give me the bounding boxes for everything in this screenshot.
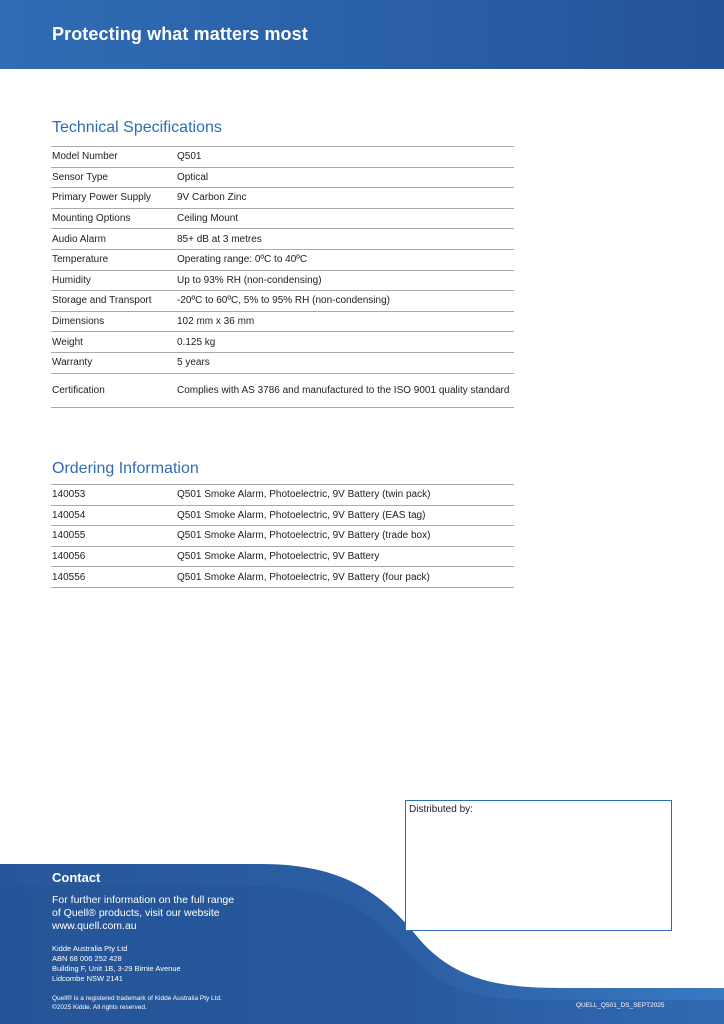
order-row (51, 546, 514, 567)
order-code: 140556 (51, 567, 176, 588)
order-row (51, 485, 514, 506)
spec-label: Storage and Transport (51, 291, 176, 312)
contact-line: of Quell® products, visit our website (52, 907, 220, 919)
spec-row (51, 147, 514, 168)
ordering-information-title: Ordering Information (52, 460, 199, 477)
spec-row (51, 311, 514, 332)
spec-value: 9V Carbon Zinc (176, 188, 514, 209)
technical-specifications-title: Technical Specifications (52, 119, 222, 136)
website-link[interactable]: www.quell.com.au (52, 920, 137, 932)
order-code: 140055 (51, 526, 176, 547)
legal-notice (52, 994, 222, 1012)
spec-label: Mounting Options (51, 208, 176, 229)
spec-label: Humidity (51, 270, 176, 291)
company-line: Building F, Unit 1B, 3-29 Birnie Avenue (52, 964, 181, 973)
spec-label: Temperature (51, 249, 176, 270)
spec-value: Up to 93% RH (non-condensing) (176, 270, 514, 291)
order-description: Q501 Smoke Alarm, Photoelectric, 9V Battery (176, 546, 514, 567)
spec-value: Ceiling Mount (176, 208, 514, 229)
page-header (0, 0, 724, 69)
distributor-box (405, 800, 672, 931)
contact-heading: Contact (52, 870, 101, 885)
spec-label: Audio Alarm (51, 229, 176, 250)
ordering-information-table (51, 484, 514, 588)
spec-row (51, 249, 514, 270)
document-code: QUELL_Q501_DS_SEPT2025 (576, 1002, 665, 1009)
order-row (51, 567, 514, 588)
order-row (51, 505, 514, 526)
spec-value: Operating range: 0ºC to 40ºC (176, 249, 514, 270)
spec-label: Dimensions (51, 311, 176, 332)
order-code: 140056 (51, 546, 176, 567)
legal-line: ©2025 Kidde. All rights reserved. (52, 1004, 147, 1011)
spec-value: 85+ dB at 3 metres (176, 229, 514, 250)
spec-row (51, 167, 514, 188)
company-line: Kidde Australia Pty Ltd (52, 944, 128, 953)
order-row (51, 526, 514, 547)
spec-label: Sensor Type (51, 167, 176, 188)
spec-row (51, 270, 514, 291)
contact-info (52, 894, 272, 933)
spec-label: Model Number (51, 147, 176, 168)
order-description: Q501 Smoke Alarm, Photoelectric, 9V Battery (twin pack) (176, 485, 514, 506)
spec-value: 102 mm x 36 mm (176, 311, 514, 332)
legal-line: Quell® is a registered trademark of Kidde Australia Pty Ltd. (52, 995, 222, 1002)
spec-label: Weight (51, 332, 176, 353)
spec-row (51, 291, 514, 312)
company-details (52, 944, 181, 984)
spec-value: Optical (176, 167, 514, 188)
order-description: Q501 Smoke Alarm, Photoelectric, 9V Battery (trade box) (176, 526, 514, 547)
spec-row (51, 188, 514, 209)
spec-value: 0.125 kg (176, 332, 514, 353)
spec-label: Certification (51, 373, 176, 407)
order-description: Q501 Smoke Alarm, Photoelectric, 9V Battery (EAS tag) (176, 505, 514, 526)
company-line: Lidcombe NSW 2141 (52, 974, 123, 983)
contact-line: For further information on the full range (52, 894, 235, 906)
spec-label: Primary Power Supply (51, 188, 176, 209)
spec-label: Warranty (51, 352, 176, 373)
spec-row (51, 373, 514, 407)
order-code: 140053 (51, 485, 176, 506)
spec-row (51, 208, 514, 229)
spec-value: 5 years (176, 352, 514, 373)
spec-value: Q501 (176, 147, 514, 168)
order-code: 140054 (51, 505, 176, 526)
distributor-label: Distributed by: (409, 804, 473, 815)
order-description: Q501 Smoke Alarm, Photoelectric, 9V Battery (four pack) (176, 567, 514, 588)
spec-value: Complies with AS 3786 and manufactured to the ISO 9001 quality standard (176, 373, 514, 407)
spec-row (51, 352, 514, 373)
spec-row (51, 332, 514, 353)
spec-value: -20ºC to 60ºC, 5% to 95% RH (non-condensing) (176, 291, 514, 312)
company-line: ABN 68 006 252 428 (52, 954, 122, 963)
spec-row (51, 229, 514, 250)
header-title: Protecting what matters most (52, 24, 308, 44)
technical-specifications-table (51, 146, 514, 408)
